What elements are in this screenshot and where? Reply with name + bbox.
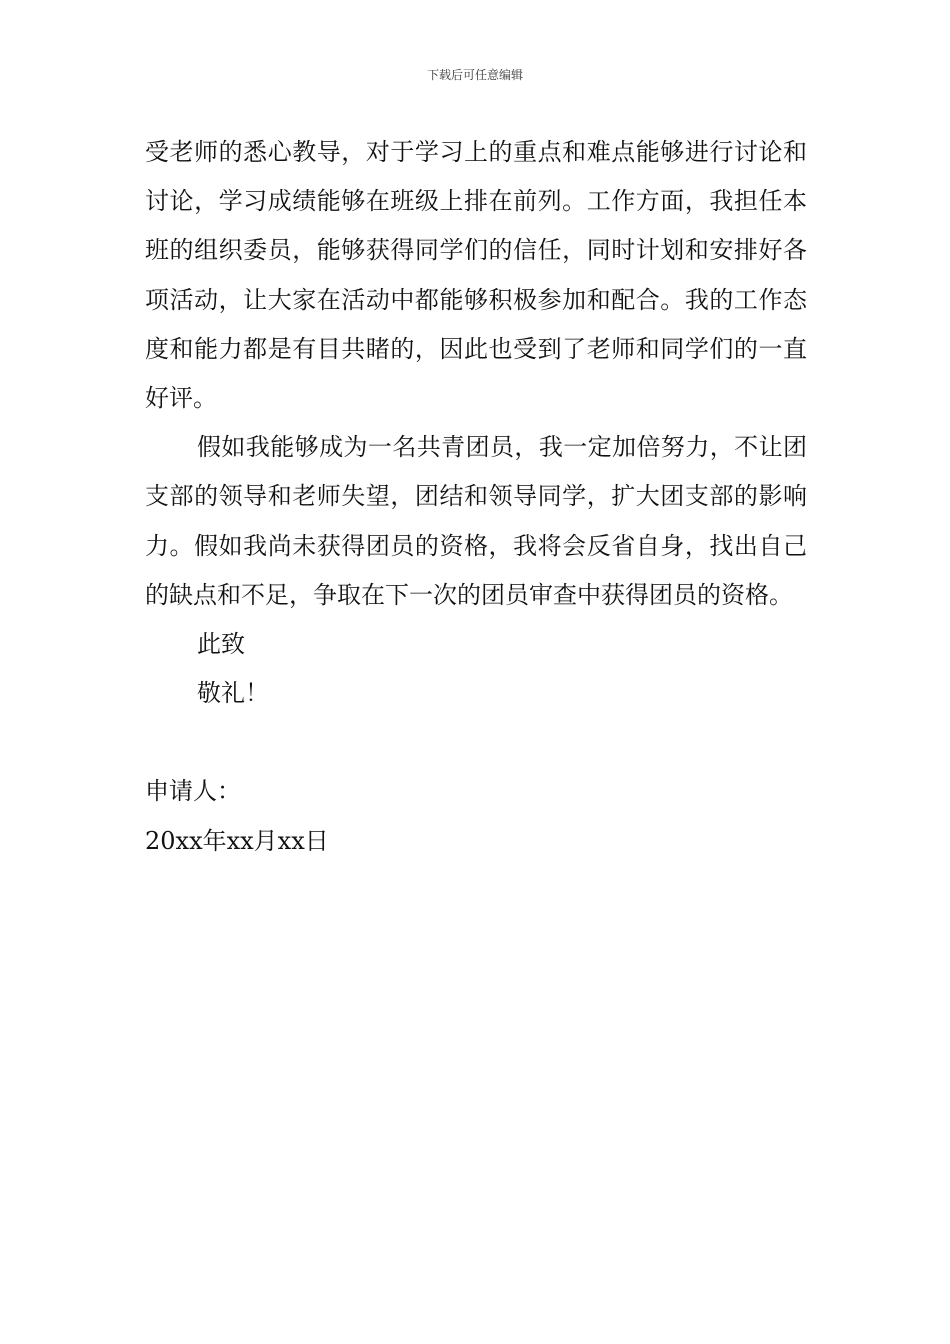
date-line: 20xx年xx月xx日 — [145, 826, 329, 855]
applicant-label: 申请人： — [145, 777, 241, 806]
paragraph-1: 受老师的悉心教导，对于学习上的重点和难点能够进行讨论和讨论，学习成绩能够在班级上排在前列。工作方面，我担任本班的组织委员，能够获得同学们的信任，同时计划和安排好各项活动，让大家在活动中都能够积极参加和配合。我的工作态度和能力都是有目共睹的，因此也受到了老师和同学们的一直好评。 — [145, 138, 807, 413]
spacer — [145, 718, 807, 767]
page-header: 下载后可任意编辑 — [426, 68, 523, 82]
paragraph-2: 假如我能够成为一名共青团员，我一定加倍努力，不让团支部的领导和老师失望，团结和领导同学，扩大团支部的影响力。假如我尚未获得团员的资格，我将会反省自身，找出自己的缺点和不足，争取在下一次的团员审查中获得团员的资格。 — [145, 433, 807, 609]
closing-regards: 敬礼！ — [197, 679, 269, 708]
closing-salutation: 此致 — [197, 630, 245, 659]
letter-body — [145, 128, 807, 866]
